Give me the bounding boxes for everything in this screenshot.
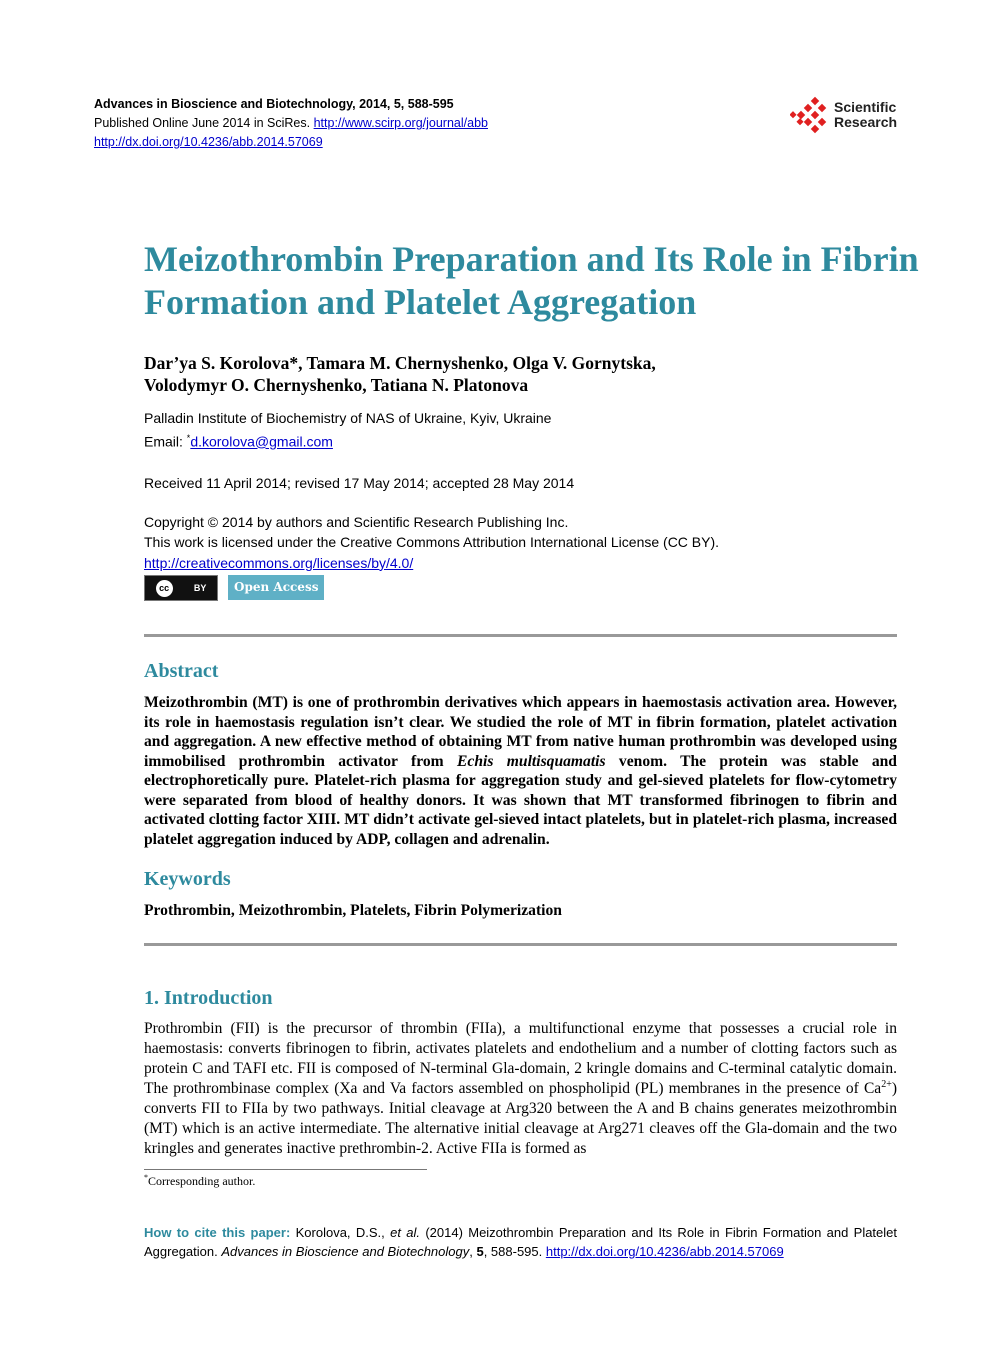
- logo-line2: Research: [834, 114, 898, 130]
- journal-header: [94, 95, 488, 152]
- introduction-heading: 1. Introduction: [144, 987, 273, 1010]
- open-access-badge: Open Access: [228, 575, 324, 600]
- divider: [144, 634, 897, 637]
- abstract-text: Meizothrombin (MT) is one of prothrombin derivatives which appears in haemostasis activation area. However, its role in haemostasis regulation isn’t clear. We studied the role of MT in fibrin formation, platelet activation and aggregation. A new effective method of obtaining MT from native human prothrombin was developed using immobilised prothrombin activator from Echis multisquamatis venom. The protein was stable and electrophoretically pure. Platelet-rich plasma for aggregation study and gel-sieved platelets for flow-cytometry were separated from blood of healthy donors. It was shown that MT transformed fibrinogen to fibrin and activated clotting factor XIII. MT didn’t activate gel-sieved intact platelets, but in platelet-rich plasma, increased platelet aggregation induced by ADP, collagen and adrenalin.: [144, 694, 897, 848]
- main-column: [144, 238, 919, 1301]
- paper-title: Meizothrombin Preparation and Its Role in Fibrin Formation and Platelet Aggregation: [144, 239, 919, 322]
- journal-link[interactable]: http://www.scirp.org/journal/abb: [313, 116, 488, 130]
- license-line: This work is licensed under the Creative Commons Attribution International License (CC BY).: [144, 534, 720, 551]
- logo-diamonds-icon: [790, 96, 828, 134]
- scientific-research-logo: [790, 96, 897, 134]
- affiliation: Palladin Institute of Biochemistry of NAS of Ukraine, Kyiv, Ukraine: [144, 410, 552, 426]
- divider: [144, 943, 897, 946]
- keywords-heading: Keywords: [144, 868, 231, 891]
- affiliation-block: [144, 408, 897, 452]
- license-badges: [144, 575, 897, 601]
- cc-by-badge[interactable]: [144, 575, 218, 601]
- license-link[interactable]: http://creativecommons.org/licenses/by/4.0/: [144, 554, 414, 571]
- citation-doi-link[interactable]: http://dx.doi.org/10.4236/abb.2014.57069: [545, 1243, 784, 1259]
- published-info: Published Online June 2014 in SciRes.: [94, 116, 311, 130]
- email-link[interactable]: d.korolova@gmail.com: [190, 433, 333, 450]
- citation-block: How to cite this paper: Korolova, D.S., et al. (2014) Meizothrombin Preparation and Its Role in Fibrin Formation and Platelet Aggregation. Advances in Bioscience and Biotechnology, 5, 588-595. http://dx.doi.org/10.4236/abb.2014.57069: [144, 1225, 898, 1259]
- keywords-text: Prothrombin, Meizothrombin, Platelets, Fibrin Polymerization: [144, 902, 562, 920]
- authors-line1: Dar’ya S. Korolova*, Tamara M. Chernyshenko, Olga V. Gornytska,: [144, 353, 656, 373]
- journal-citation: Advances in Bioscience and Biotechnology, 2014, 5, 588-595: [94, 97, 454, 111]
- abstract-heading: Abstract: [144, 660, 219, 683]
- by-label: BY: [193, 583, 207, 594]
- email-mark: *: [186, 433, 191, 443]
- authors: [144, 352, 897, 396]
- footnote-rule: [144, 1169, 427, 1170]
- cc-icon: cc: [156, 580, 173, 597]
- copyright-block: [144, 512, 897, 574]
- email-label: Email:: [144, 433, 187, 450]
- logo-line1: Scientific: [834, 99, 897, 115]
- footnote: *Corresponding author.: [144, 1173, 256, 1189]
- doi-link[interactable]: http://dx.doi.org/10.4236/abb.2014.57069: [94, 135, 323, 149]
- introduction-text: Prothrombin (FII) is the precursor of thrombin (FIIa), a multifunctional enzyme that possesses a crucial role in haemostasis: converts fibrinogen to fibrin, activates platelets and endothelium and a number of clotting factors such as protein C and TAFI etc. FII is composed of N-terminal Gla-domain, 2 kringle domains and C-terminal catalytic domain. The prothrombinase complex (Xa and Va factors assembled on phospholipid (PL) membranes in the presence of $Ca^{2+}$) converts FII to FIIa by two pathways. Initial cleavage at Arg320 between the A and B chains generates meizothrombin (MT) which is an active intermediate. The alternative initial cleavage at Arg271 cleaves off the Gla-domain and the two kringles and generates inactive prethrombin-2. Active FIIa is formed as: [144, 1020, 897, 1158]
- authors-line2: Volodymyr O. Chernyshenko, Tatiana N. Platonova: [144, 375, 529, 395]
- copyright-line: Copyright © 2014 by authors and Scientific Research Publishing Inc.: [144, 513, 569, 530]
- received-dates: Received 11 April 2014; revised 17 May 2014; accepted 28 May 2014: [144, 474, 575, 491]
